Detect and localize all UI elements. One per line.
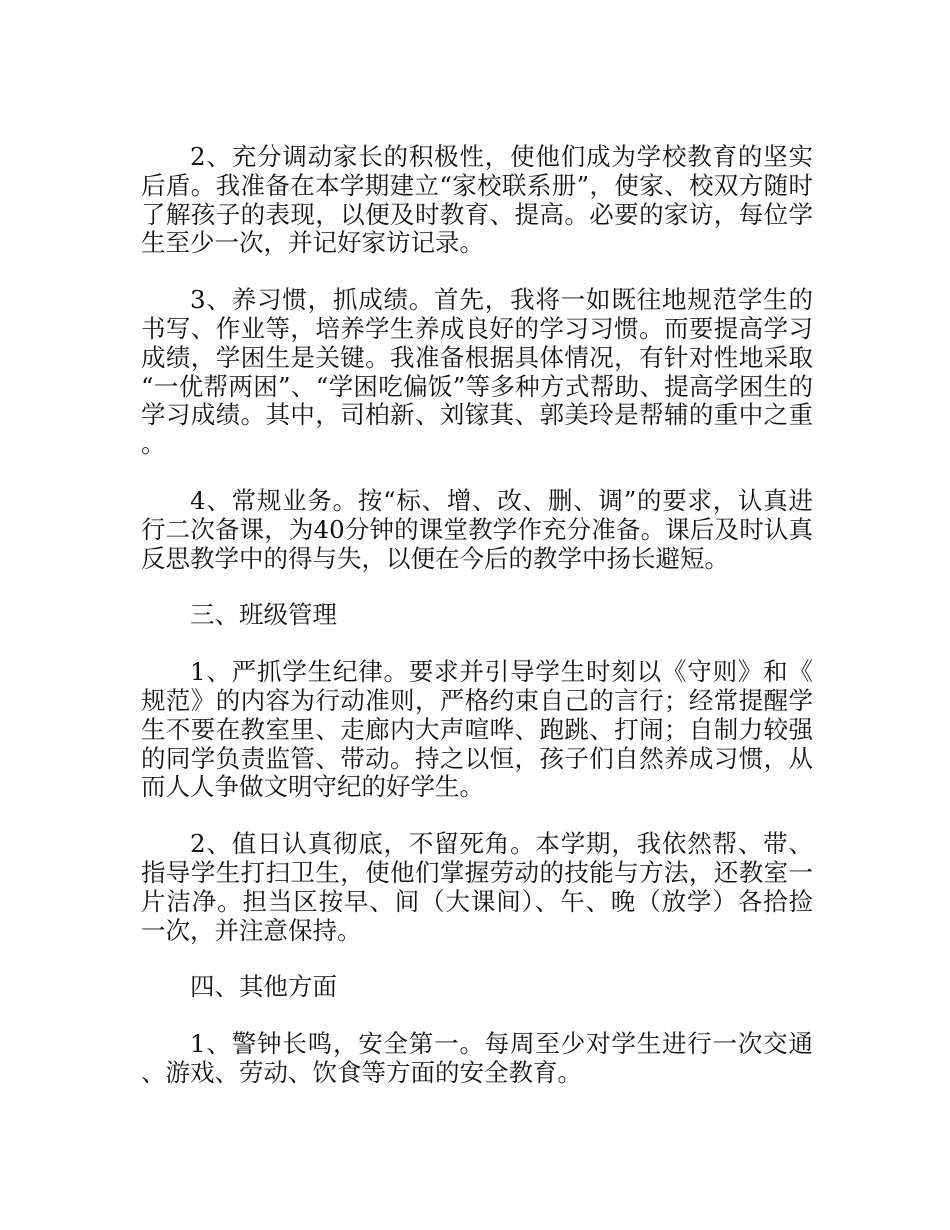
section-heading-other-aspects: 四、其他方面: [190, 972, 337, 1002]
paragraph-parent-cooperation: 2、充分调动家长的积极性，使他们成为学校教育的坚实后盾。我准备在本学期建立“家校联系册”，使家、校双方随时了解孩子的表现，以便及时教育、提高。必要的家访，每位学生至少一次，并记好家访记录。: [141, 142, 813, 258]
paragraph-study-habits: 3、养习惯，抓成绩。首先，我将一如既往地规范学生的书写、作业等，培养学生养成良好的学习习惯。而要提高学习成绩，学困生是关键。我准备根据具体情况，有针对性地采取“一优帮两困”、“学困吃偏饭”等多种方式帮助、提高学困生的学习成绩。其中，司柏新、刘镓萁、郭美玲是帮辅的重中之重。: [141, 285, 813, 459]
paragraph-cleaning-duty: 2、值日认真彻底，不留死角。本学期，我依然帮、带、指导学生打扫卫生，使他们掌握劳动的技能与方法，还教室一片洁净。担当区按早、间（大课间）、午、晚（放学）各拾捡一次，并注意保持。: [141, 829, 813, 945]
document-body: [141, 143, 813, 1116]
paragraph-discipline: 1、严抓学生纪律。要求并引导学生时刻以《守则》和《规范》的内容为行动准则，严格约束自己的言行；经常提醒学生不要在教室里、走廊内大声喧哗、跑跳、打闹；自制力较强的同学负责监管、带动。持之以恒，孩子们自然养成习惯，从而人人争做文明守纪的好学生。: [141, 657, 813, 802]
paragraph-routine-work: 4、常规业务。按“标、增、改、删、调”的要求，认真进行二次备课，为40分钟的课堂教学作充分准备。课后及时认真反思教学中的得与失，以便在今后的教学中扬长避短。: [141, 485, 813, 573]
section-heading-class-management: 三、班级管理: [190, 600, 337, 630]
paragraph-safety: 1、警钟长鸣，安全第一。每周至少对学生进行一次交通、游戏、劳动、饮食等方面的安全教育。: [141, 1029, 813, 1087]
